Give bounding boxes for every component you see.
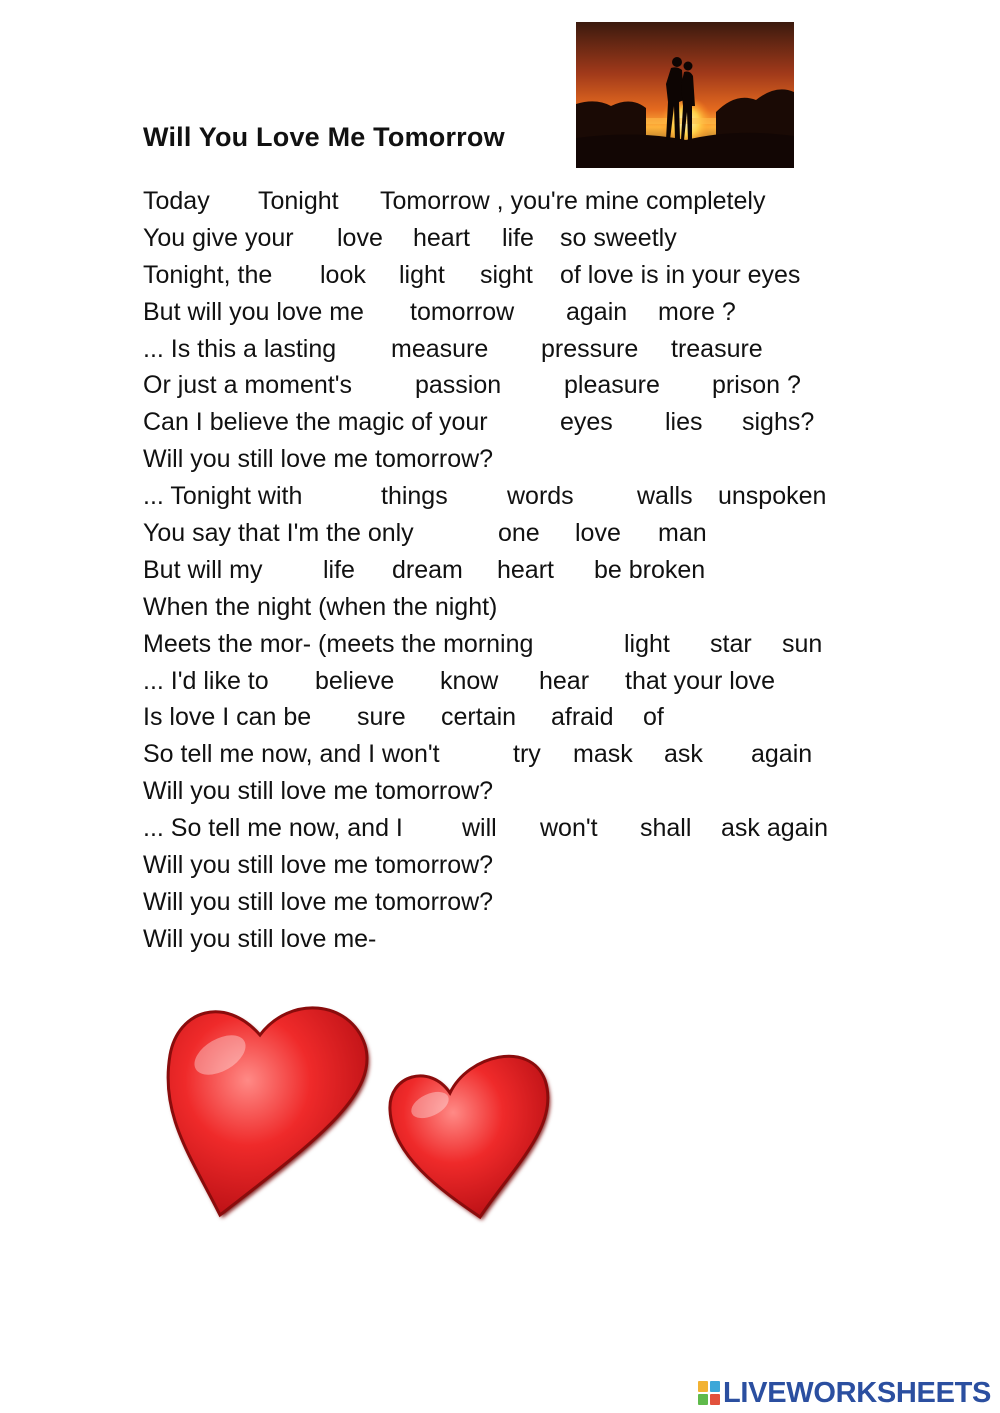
lyric-line bbox=[143, 626, 903, 663]
lyric-line bbox=[143, 810, 903, 847]
lyric-line bbox=[143, 847, 903, 884]
heart-icon bbox=[168, 1008, 369, 1218]
word-option: love bbox=[575, 519, 621, 548]
word-option: certain bbox=[441, 703, 517, 732]
word-option: love bbox=[337, 223, 383, 252]
lyric-text: When the night (when the night) bbox=[143, 592, 498, 621]
word-option: lies bbox=[665, 408, 703, 437]
word-option: try bbox=[513, 740, 541, 769]
word-option: eyes bbox=[560, 408, 613, 437]
word-option: passion bbox=[415, 371, 502, 400]
word-option: sure bbox=[357, 703, 406, 732]
lyric-line bbox=[143, 441, 903, 478]
lyric-line bbox=[143, 220, 903, 257]
word-option: star bbox=[710, 629, 752, 658]
word-option: will bbox=[462, 814, 497, 843]
word-option: again bbox=[751, 740, 813, 769]
word-option: life bbox=[502, 223, 534, 252]
word-option: life bbox=[323, 555, 355, 584]
word-option: again bbox=[566, 297, 628, 326]
lyric-line bbox=[143, 884, 903, 921]
word-option: dream bbox=[392, 555, 463, 584]
lyric-line bbox=[143, 552, 903, 589]
page-title: Will You Love Me Tomorrow bbox=[143, 122, 505, 152]
lyric-line bbox=[143, 367, 903, 404]
word-option: ask again bbox=[721, 814, 829, 843]
word-option: heart bbox=[413, 223, 470, 252]
word-option: of love is in your eyes bbox=[560, 260, 801, 289]
lyric-text: Will you still love me- bbox=[143, 924, 377, 953]
lyric-text: Will you still love me tomorrow? bbox=[143, 777, 494, 806]
word-option: sun bbox=[782, 629, 823, 658]
lyric-line bbox=[143, 589, 903, 626]
word-option: tomorrow bbox=[410, 297, 515, 326]
word-option: mask bbox=[573, 740, 633, 769]
lyric-line bbox=[143, 331, 903, 368]
couple-sunset-photo bbox=[576, 22, 794, 168]
word-option: treasure bbox=[671, 334, 763, 363]
word-option: be broken bbox=[594, 555, 706, 584]
word-option: ask bbox=[664, 740, 703, 769]
word-option: one bbox=[498, 519, 540, 548]
heart-icon bbox=[390, 1056, 550, 1220]
liveworksheets-logo-icon bbox=[697, 1379, 721, 1407]
lyric-text: But will my bbox=[143, 555, 263, 584]
lyric-line bbox=[143, 257, 903, 294]
word-option: measure bbox=[391, 334, 489, 363]
word-option: Tonight bbox=[258, 187, 339, 215]
lyric-line bbox=[143, 699, 903, 736]
lyric-text: Tonight, the bbox=[143, 260, 273, 289]
lyric-text: ... Is this a lasting bbox=[143, 334, 337, 363]
lyric-text: Or just a moment's bbox=[143, 371, 352, 400]
word-option: prison ? bbox=[712, 371, 801, 400]
word-option: pressure bbox=[541, 334, 639, 363]
lyric-text: ... Tonight with bbox=[143, 482, 303, 511]
word-option: sighs? bbox=[742, 408, 815, 437]
word-option: so sweetly bbox=[560, 223, 677, 252]
lyric-text: But will you love me bbox=[143, 297, 364, 326]
lyric-text: ... I'd like to bbox=[143, 666, 269, 695]
lyric-text: So tell me now, and I won't bbox=[143, 740, 440, 769]
lyric-text: Will you still love me tomorrow? bbox=[143, 445, 494, 474]
word-option: sight bbox=[480, 260, 533, 289]
word-option: things bbox=[381, 482, 448, 511]
lyric-text: Will you still love me tomorrow? bbox=[143, 887, 494, 916]
word-option: light bbox=[624, 629, 670, 658]
lyric-line bbox=[143, 404, 903, 441]
word-option: pleasure bbox=[564, 371, 660, 400]
lyric-text: Can I believe the magic of your bbox=[143, 408, 488, 437]
word-option: man bbox=[658, 519, 707, 548]
lyric-text: Will you still love me tomorrow? bbox=[143, 851, 494, 880]
lyric-text: ... So tell me now, and I bbox=[143, 814, 403, 843]
word-option: walls bbox=[637, 482, 693, 511]
lyric-text: Meets the mor- (meets the morning bbox=[143, 629, 534, 658]
lyric-text: You give your bbox=[143, 223, 294, 252]
lyrics-block bbox=[143, 183, 903, 958]
word-option: believe bbox=[315, 666, 395, 695]
word-option: unspoken bbox=[718, 482, 827, 511]
word-option: look bbox=[320, 260, 366, 289]
lyric-line bbox=[143, 663, 903, 700]
lyric-line bbox=[143, 294, 903, 331]
lyric-text: You say that I'm the only bbox=[143, 519, 414, 548]
lyric-text: Is love I can be bbox=[143, 703, 312, 732]
lyric-line bbox=[143, 515, 903, 552]
lyric-line bbox=[143, 478, 903, 515]
lyric-text: Today bbox=[143, 187, 210, 215]
word-option: know bbox=[440, 666, 499, 695]
word-option: light bbox=[399, 260, 445, 289]
lyric-line bbox=[143, 736, 903, 773]
word-option: shall bbox=[640, 814, 692, 843]
logo-text: LIVEWORKSHEETS bbox=[723, 1376, 992, 1409]
liveworksheets-logo bbox=[697, 1376, 991, 1410]
word-option: hear bbox=[539, 666, 590, 695]
word-option: more ? bbox=[658, 297, 736, 326]
lyric-line bbox=[143, 183, 903, 220]
word-option: Tomorrow , you're mine completely bbox=[380, 187, 766, 215]
word-option: that your love bbox=[625, 666, 776, 695]
lyric-line bbox=[143, 773, 903, 810]
word-option: of bbox=[643, 703, 664, 732]
word-option: heart bbox=[497, 555, 554, 584]
word-option: won't bbox=[540, 814, 598, 843]
word-option: words bbox=[507, 482, 574, 511]
word-option: afraid bbox=[551, 703, 614, 732]
hearts-decoration bbox=[150, 985, 570, 1235]
lyric-line bbox=[143, 921, 903, 958]
